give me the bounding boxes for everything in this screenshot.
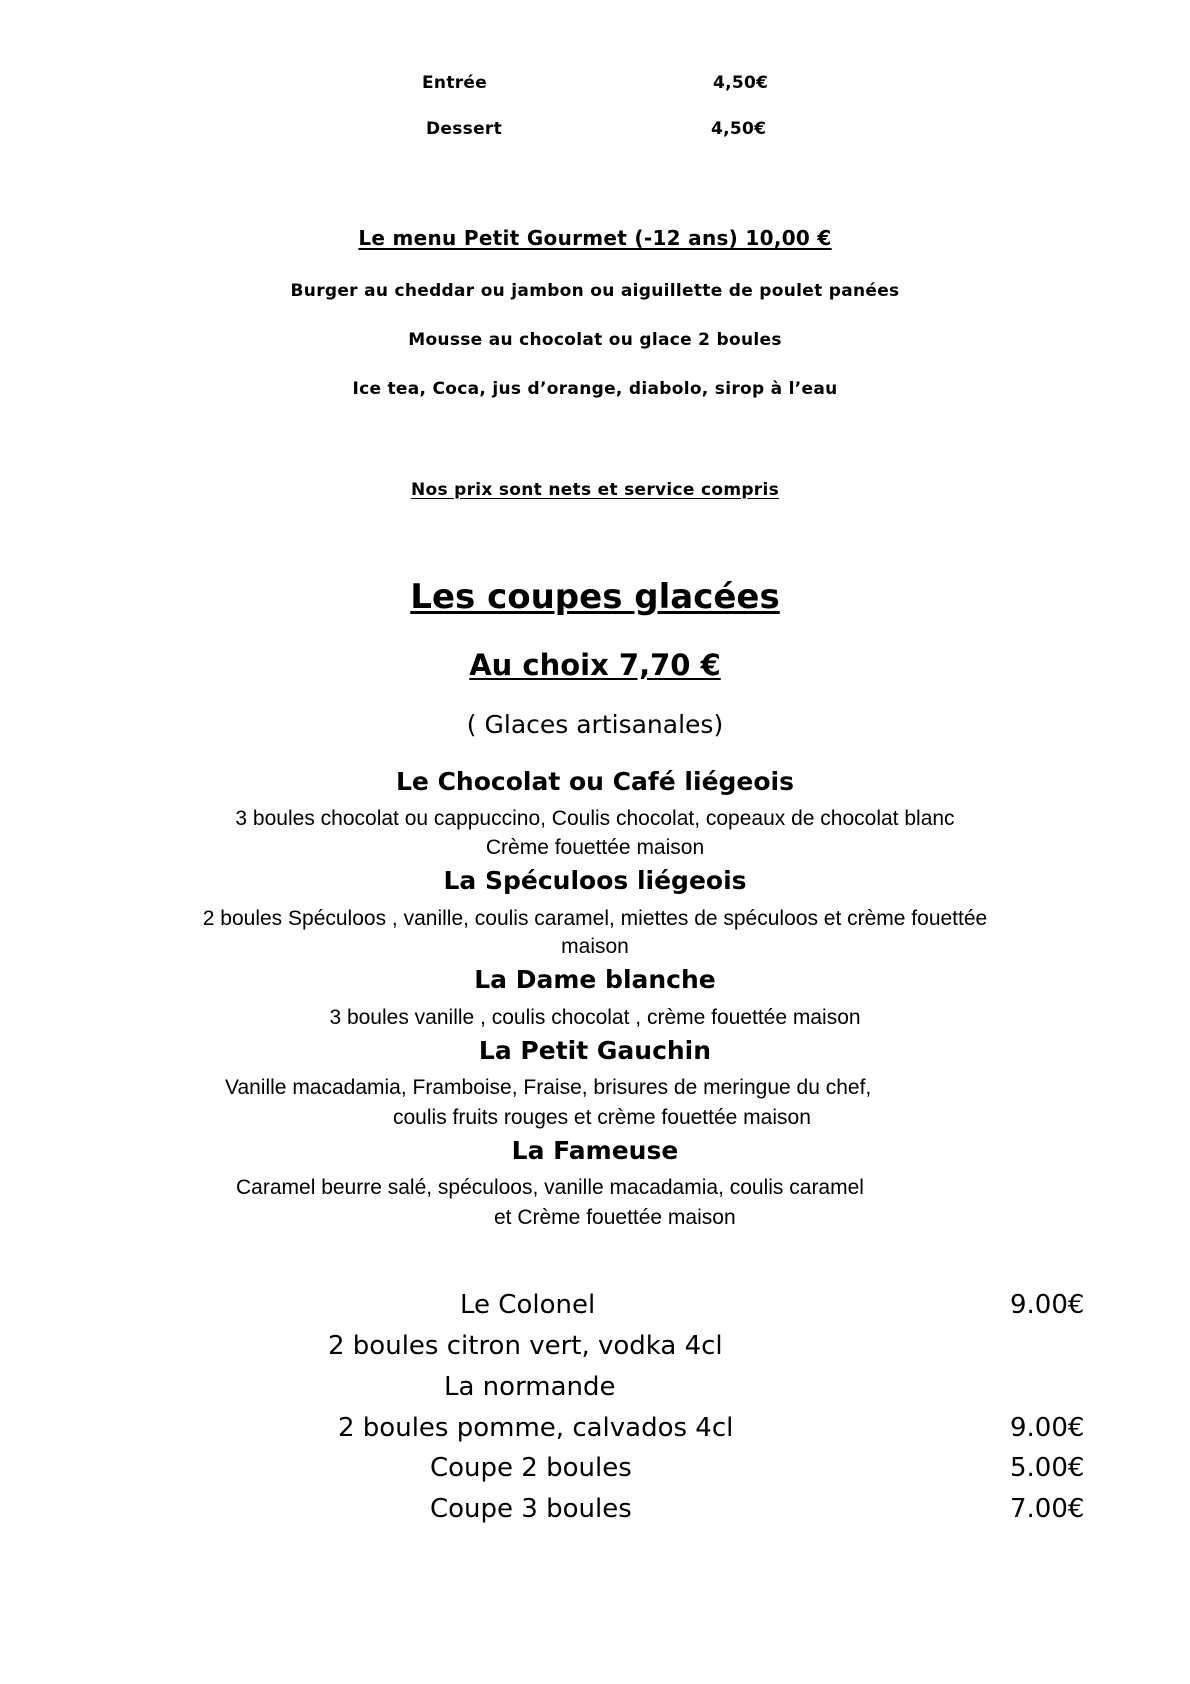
price-notice: Nos prix sont nets et service compris	[410, 480, 780, 500]
extra-colonel-desc: 2 boules citron vert, vodka 4cl	[328, 1331, 723, 1361]
coupe-item-title: Le Chocolat ou Café liégeois	[396, 767, 794, 796]
extra-coupe2-label: Coupe 2 boules	[430, 1453, 632, 1483]
coupe-item-desc: 3 boules chocolat ou cappuccino, Coulis chocolat, copeaux de chocolat blanc	[235, 807, 955, 830]
kids-menu-line-dessert: Mousse au chocolat ou glace 2 boules	[408, 330, 782, 350]
coupe-item-desc: Vanille macadamia, Framboise, Fraise, brisures de meringue du chef,	[225, 1076, 872, 1099]
extra-colonel-price: 9.00€	[1010, 1290, 1085, 1320]
dessert-label: Dessert	[426, 119, 503, 139]
dessert-price: 4,50€	[711, 119, 767, 139]
entree-price: 4,50€	[713, 73, 769, 93]
extra-normande-desc: 2 boules pomme, calvados 4cl	[338, 1413, 734, 1443]
entree-label: Entrée	[422, 73, 488, 93]
kids-menu-line-main: Burger au cheddar ou jambon ou aiguillette de poulet panées	[290, 281, 900, 301]
coupe-item-desc: coulis fruits rouges et crème fouettée maison	[393, 1106, 811, 1129]
extra-coupe3-label: Coupe 3 boules	[430, 1494, 632, 1524]
extra-normande-price: 9.00€	[1010, 1413, 1085, 1443]
coupe-item-desc: Caramel beurre salé, spéculoos, vanille macadamia, coulis caramel	[236, 1176, 864, 1199]
coupe-item-title: La Petit Gauchin	[478, 1036, 712, 1065]
extra-colonel-label: Le Colonel	[460, 1290, 596, 1320]
coupe-item-title: La Fameuse	[511, 1136, 679, 1165]
coupes-price: Au choix 7,70 €	[469, 648, 721, 682]
coupe-item-title: La Dame blanche	[474, 965, 716, 994]
coupe-item-desc: 2 boules Spéculoos , vanille, coulis caramel, miettes de spéculoos et crème fouettée	[202, 907, 988, 930]
extra-coupe3-price: 7.00€	[1010, 1494, 1085, 1524]
extra-normande-label: La normande	[444, 1372, 616, 1402]
coupe-item-desc: maison	[561, 935, 629, 958]
coupes-subtitle: ( Glaces artisanales)	[466, 710, 724, 739]
coupe-item-title: La Spéculoos liégeois	[443, 866, 747, 895]
coupe-item-desc: 3 boules vanille , coulis chocolat , crème fouettée maison	[329, 1006, 861, 1029]
kids-menu-title: Le menu Petit Gourmet (-12 ans) 10,00 €	[358, 226, 832, 250]
extra-coupe2-price: 5.00€	[1010, 1453, 1085, 1483]
coupe-item-desc: et Crème fouettée maison	[494, 1206, 736, 1229]
coupe-item-desc: Crème fouettée maison	[485, 836, 705, 859]
coupes-title: Les coupes glacées	[410, 577, 780, 617]
kids-menu-line-drinks: Ice tea, Coca, jus d’orange, diabolo, sirop à l’eau	[352, 379, 838, 399]
